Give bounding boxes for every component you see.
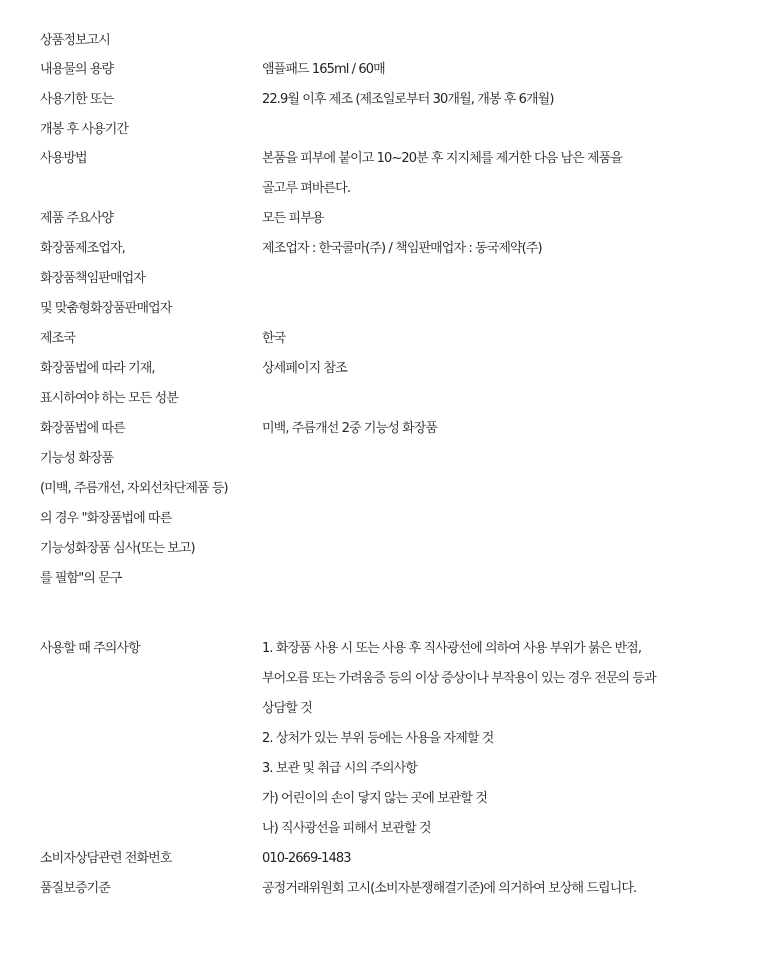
- row-label-ingredients: 화장품법에 따라 기재,: [40, 361, 155, 376]
- row-value-caution: 나) 직사광선을 피해서 보관할 것: [262, 821, 431, 836]
- row-value-country: 한국: [262, 331, 286, 346]
- row-label-manufacturer: 및 맞춤형화장품판매업자: [40, 301, 172, 316]
- row-value-warranty: 공정거래위원회 고시(소비자분쟁해결기준)에 의거하여 보상해 드립니다.: [262, 881, 637, 896]
- row-value-phone: 010-2669-1483: [262, 851, 351, 866]
- row-label-capacity: 내용물의 용량: [40, 62, 114, 77]
- row-value-caution: 1. 화장품 사용 시 또는 사용 후 직사광선에 의하여 사용 부위가 붉은 반점,: [262, 641, 642, 656]
- row-value-capacity: 앰플패드 165ml / 60매: [262, 62, 385, 77]
- row-label-warranty: 품질보증기준: [40, 881, 110, 896]
- row-value-manufacturer: 제조업자 : 한국콜마(주) / 책임판매업자 : 동국제약(주): [262, 241, 542, 256]
- row-label-usage: 사용방법: [40, 151, 87, 166]
- row-label-functional: 기능성 화장품: [40, 451, 114, 466]
- row-value-caution: 가) 어린이의 손이 닿지 않는 곳에 보관할 것: [262, 791, 487, 806]
- row-value-caution: 상담할 것: [262, 701, 312, 716]
- row-value-spec: 모든 피부용: [262, 211, 324, 226]
- row-value-caution: 2. 상처가 있는 부위 등에는 사용을 자제할 것: [262, 731, 494, 746]
- notice-title: 상품정보고시: [40, 33, 110, 48]
- row-label-ingredients: 표시하여야 하는 모든 성분: [40, 391, 178, 406]
- row-label-functional: 를 필함"의 문구: [40, 571, 122, 586]
- row-label-manufacturer: 화장품책임판매업자: [40, 271, 145, 286]
- row-label-manufacturer: 화장품제조업자,: [40, 241, 125, 256]
- row-label-expiry: 개봉 후 사용기간: [40, 122, 129, 137]
- row-label-functional: 기능성화장품 심사(또는 보고): [40, 541, 195, 556]
- row-label-spec: 제품 주요사양: [40, 211, 114, 226]
- row-label-functional: 화장품법에 따른: [40, 421, 125, 436]
- row-value-functional: 미백, 주름개선 2중 기능성 화장품: [262, 421, 438, 436]
- row-value-expiry: 22.9월 이후 제조 (제조일로부터 30개월, 개봉 후 6개월): [262, 92, 554, 107]
- row-label-functional: 의 경우 "화장품법에 따른: [40, 511, 172, 526]
- row-value-caution: 3. 보관 및 취급 시의 주의사항: [262, 761, 418, 776]
- row-value-caution: 부어오름 또는 가려움증 등의 이상 증상이나 부작용이 있는 경우 전문의 등과: [262, 671, 656, 686]
- row-label-phone: 소비자상담관련 전화번호: [40, 851, 172, 866]
- row-value-usage: 골고루 펴바른다.: [262, 181, 351, 196]
- row-label-country: 제조국: [40, 331, 75, 346]
- row-label-expiry: 사용기한 또는: [40, 92, 114, 107]
- row-label-functional: (미백, 주름개선, 자외선차단제품 등): [40, 481, 228, 496]
- row-value-ingredients: 상세페이지 참조: [262, 361, 347, 376]
- row-label-caution: 사용할 때 주의사항: [40, 641, 140, 656]
- row-value-usage: 본품을 피부에 붙이고 10~20분 후 지지체를 제거한 다음 남은 제품을: [262, 151, 623, 166]
